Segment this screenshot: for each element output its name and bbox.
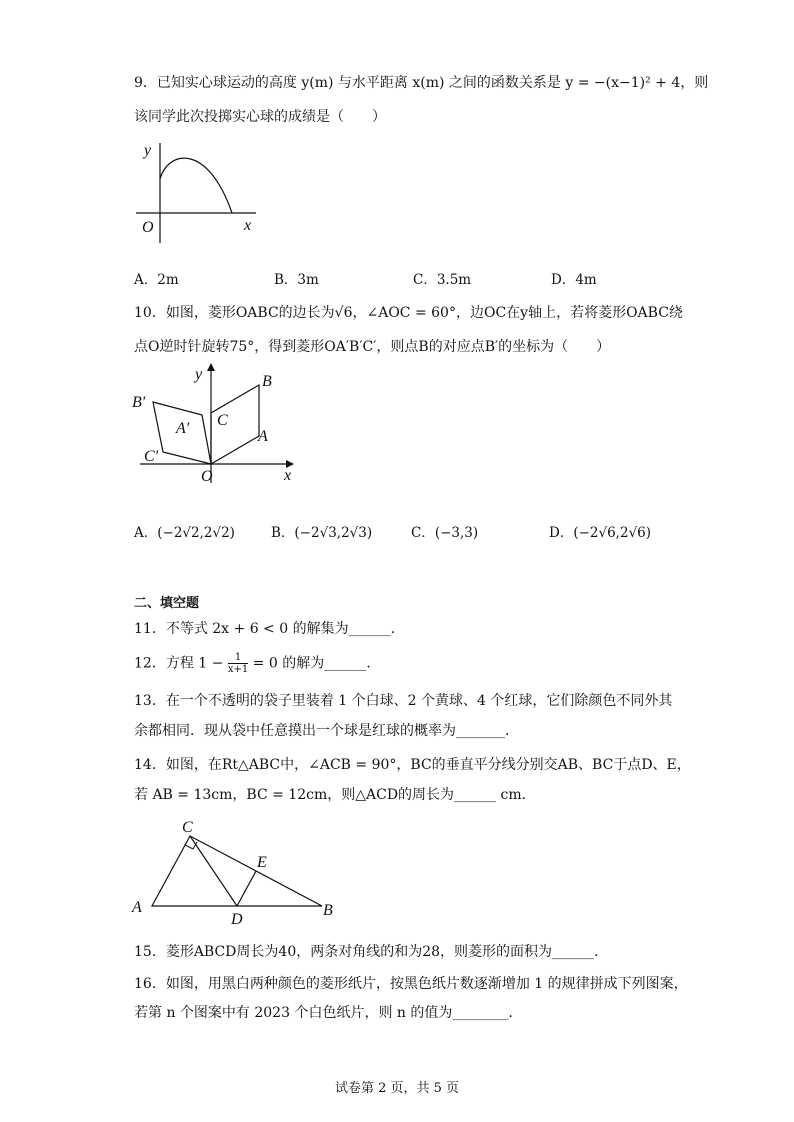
q11-text: 11．不等式 2x + 6 < 0 的解集为______.: [134, 621, 396, 637]
q10-option-a: A．(−2√2,2√2): [134, 525, 235, 541]
q10-label-a: A: [258, 428, 268, 445]
q13-line1: 13．在一个不透明的袋子里装着 1 个白球、2 个黄球、4 个红球，它们除颜色不同外其: [134, 693, 673, 709]
q14-triangle-abc: [152, 836, 322, 906]
q9-figure: [128, 135, 268, 245]
q14-label-b: B: [323, 902, 333, 919]
q14-label-d: D: [231, 911, 243, 928]
q9-parabola: [160, 158, 232, 213]
q9-option-d: D．4m: [551, 272, 597, 288]
q14-label-a: A: [132, 899, 142, 916]
q14-label-c: C: [182, 819, 193, 836]
q14-segment-de: [237, 871, 256, 906]
q10-figure: [128, 363, 308, 488]
q10-label-b: B: [262, 373, 272, 390]
q16-line2: 若第 n 个图案中有 2023 个白色纸片，则 n 的值为________.: [134, 1005, 513, 1021]
q14-segment-cd: [190, 836, 237, 906]
q15-text: 15．菱形ABCD周长为40，两条对角线的和为28，则菱形的面积为______.: [134, 944, 599, 960]
q10-option-d: D．(−2√6,2√6): [549, 525, 652, 541]
q10-line2: 点O逆时针旋转75°，得到菱形OA′B′C′，则点B的对应点B′的坐标为（ ）: [134, 339, 611, 355]
q12-numerator: 1: [228, 652, 248, 664]
q10-label-b-prime: B′: [132, 394, 146, 411]
q10-label-a-prime: A′: [176, 420, 190, 437]
section-title: 二、填空题: [134, 596, 200, 611]
q9-label-x: x: [244, 217, 252, 234]
q9-line2: 该同学此次投掷实心球的成绩是（ ）: [134, 109, 386, 125]
q14-figure: [128, 814, 348, 929]
q10-y-arrow: [207, 363, 215, 371]
q9-option-a: A．2m: [134, 272, 179, 288]
q12-prefix: 12．方程 1 −: [134, 655, 228, 672]
q14-line2: 若 AB = 13cm，BC = 12cm，则△ACD的周长为______ cm．: [134, 787, 536, 803]
q9-label-o: O: [142, 219, 154, 236]
q12-suffix: = 0 的解为______.: [248, 655, 371, 672]
q9-option-b: B．3m: [274, 272, 319, 288]
page-footer: 试卷第 2 页，共 5 页: [334, 1081, 460, 1096]
q9-option-c: C．3.5m: [413, 272, 472, 288]
q10-label-x: x: [284, 467, 292, 484]
q9-label-y: y: [144, 142, 152, 159]
q12-text: [134, 652, 371, 675]
q14-label-e: E: [257, 854, 267, 871]
q10-label-o: O: [201, 468, 213, 485]
q10-option-c: C．(−3,3): [411, 525, 479, 541]
q10-line1: 10．如图，菱形OABC的边长为√6，∠AOC = 60°，边OC在y轴上，若将菱形OABC绕: [134, 305, 683, 321]
q9-line1: 9．已知实心球运动的高度 y(m) 与水平距离 x(m) 之间的函数关系是 y = −(x−1)² + 4，则: [134, 75, 709, 91]
q13-line2: 余都相同．现从袋中任意摸出一个球是红球的概率为_______.: [134, 723, 510, 739]
q12-denominator: x+1: [227, 664, 249, 675]
q10-label-y: y: [195, 366, 203, 383]
q12-fraction: [228, 652, 248, 675]
q10-label-c-prime: C′: [144, 448, 159, 465]
q16-line1: 16．如图，用黑白两种颜色的菱形纸片，按黑色纸片数逐渐增加 1 的规律拼成下列图案，: [134, 976, 688, 992]
q10-option-b: B．(−2√3,2√3): [271, 525, 373, 541]
q10-label-c: C: [217, 412, 228, 429]
q14-line1: 14．如图，在Rt△ABC中，∠ACB = 90°，BC的垂直平分线分别交AB、BC于点D、E，: [134, 757, 691, 773]
